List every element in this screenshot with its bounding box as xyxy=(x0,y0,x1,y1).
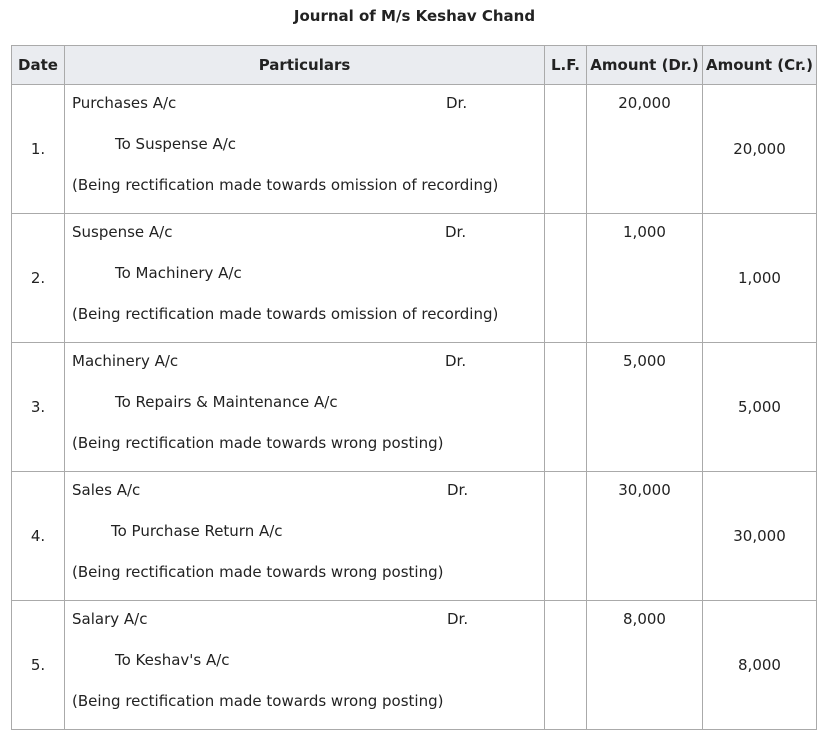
entry-lf xyxy=(545,343,587,472)
entry-lf xyxy=(545,472,587,601)
entry-amount-dr: 5,000 xyxy=(587,343,703,472)
entry-lf xyxy=(545,601,587,730)
entry-date: 1. xyxy=(12,85,65,214)
entry-amount-cr: 30,000 xyxy=(703,472,817,601)
journal-title: Journal of M/s Keshav Chand xyxy=(293,7,536,25)
dr-label: Dr. xyxy=(446,94,468,112)
entry-amount-cr: 8,000 xyxy=(703,601,817,730)
entry-amount-cr: 5,000 xyxy=(703,343,817,472)
entry-amount-dr: 20,000 xyxy=(587,85,703,214)
entry-date: 2. xyxy=(12,214,65,343)
entry-particulars xyxy=(65,85,545,214)
entry-lf xyxy=(545,85,587,214)
header-particulars: Particulars xyxy=(65,46,545,85)
journal-entry-row xyxy=(12,601,817,730)
entry-amount-dr: 8,000 xyxy=(587,601,703,730)
entry-amount-cr: 1,000 xyxy=(703,214,817,343)
entry-amount-dr: 1,000 xyxy=(587,214,703,343)
dr-label: Dr. xyxy=(447,610,469,628)
debit-account: Suspense A/c xyxy=(72,223,173,241)
narration: (Being rectification made towards wrong posting) xyxy=(72,692,444,710)
dr-label: Dr. xyxy=(445,223,467,241)
debit-account: Sales A/c xyxy=(72,481,141,499)
credit-account: To Purchase Return A/c xyxy=(111,522,283,540)
debit-account: Salary A/c xyxy=(72,610,148,628)
journal-entry-row xyxy=(12,472,817,601)
credit-account: To Repairs & Maintenance A/c xyxy=(115,393,338,411)
narration: (Being rectification made towards wrong posting) xyxy=(72,563,444,581)
journal-entry-row xyxy=(12,343,817,472)
narration: (Being rectification made towards omission of recording) xyxy=(72,305,499,323)
entry-lf xyxy=(545,214,587,343)
entry-particulars xyxy=(65,343,545,472)
header-amount-cr: Amount (Cr.) xyxy=(703,46,817,85)
narration: (Being rectification made towards omission of recording) xyxy=(72,176,499,194)
credit-account: To Machinery A/c xyxy=(115,264,242,282)
journal-table xyxy=(11,45,817,730)
entry-amount-dr: 30,000 xyxy=(587,472,703,601)
entry-particulars xyxy=(65,214,545,343)
entry-particulars xyxy=(65,601,545,730)
header-amount-dr: Amount (Dr.) xyxy=(587,46,703,85)
entry-amount-cr: 20,000 xyxy=(703,85,817,214)
header-lf: L.F. xyxy=(545,46,587,85)
entry-date: 5. xyxy=(12,601,65,730)
dr-label: Dr. xyxy=(445,352,467,370)
journal-entry-row xyxy=(12,85,817,214)
header-date: Date xyxy=(12,46,65,85)
debit-account: Purchases A/c xyxy=(72,94,177,112)
journal-entry-row xyxy=(12,214,817,343)
entry-particulars xyxy=(65,472,545,601)
credit-account: To Keshav's A/c xyxy=(115,651,230,669)
debit-account: Machinery A/c xyxy=(72,352,179,370)
narration: (Being rectification made towards wrong posting) xyxy=(72,434,444,452)
dr-label: Dr. xyxy=(447,481,469,499)
header-row xyxy=(12,46,817,85)
credit-account: To Suspense A/c xyxy=(115,135,237,153)
entry-date: 3. xyxy=(12,343,65,472)
entry-date: 4. xyxy=(12,472,65,601)
